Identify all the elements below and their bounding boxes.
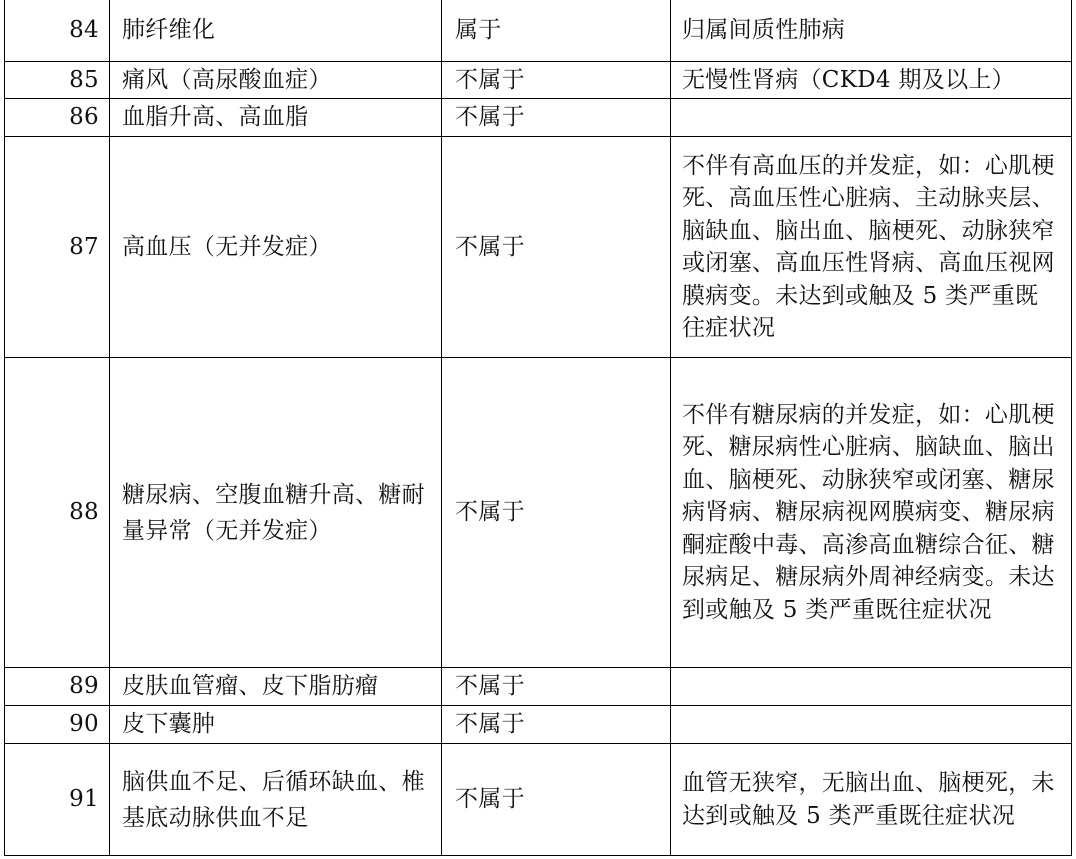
row-number: 88: [5, 358, 110, 668]
condition-note: 血管无狭窄，无脑出血、脑梗死，未达到或触及 5 类严重既往症状况: [671, 744, 1072, 856]
belongs-status: 不属于: [442, 706, 671, 744]
condition-note: [671, 99, 1072, 137]
belongs-status: 属于: [442, 0, 671, 62]
condition-note: [671, 706, 1072, 744]
table-row: [5, 0, 1072, 62]
table-row: [5, 668, 1072, 706]
belongs-status: 不属于: [442, 668, 671, 706]
belongs-status: 不属于: [442, 744, 671, 856]
disease-classification-table: [4, 0, 1072, 856]
condition-name: 皮肤血管瘤、皮下脂肪瘤: [110, 668, 442, 706]
condition-name: 肺纤维化: [110, 0, 442, 62]
condition-name: 糖尿病、空腹血糖升高、糖耐量异常（无并发症）: [110, 358, 442, 668]
belongs-status: 不属于: [442, 62, 671, 99]
belongs-status: 不属于: [442, 99, 671, 137]
table-row: [5, 137, 1072, 358]
condition-note: 不伴有糖尿病的并发症，如：心肌梗死、糖尿病性心脏病、脑缺血、脑出血、脑梗死、动脉狭窄或闭塞、糖尿病肾病、糖尿病视网膜病变、糖尿病酮症酸中毒、高渗高血糖综合征、糖尿病足、糖尿病外周神经病变。未达到或触及 5 类严重既往症状况: [671, 358, 1072, 668]
table-row: [5, 62, 1072, 99]
table-row: [5, 358, 1072, 668]
condition-name: 脑供血不足、后循环缺血、椎基底动脉供血不足: [110, 744, 442, 856]
condition-name: 血脂升高、高血脂: [110, 99, 442, 137]
condition-note: 不伴有高血压的并发症，如：心肌梗死、高血压性心脏病、主动脉夹层、脑缺血、脑出血、脑梗死、动脉狭窄或闭塞、高血压性肾病、高血压视网膜病变。未达到或触及 5 类严重既往症状况: [671, 137, 1072, 358]
row-number: 84: [5, 0, 110, 62]
row-number: 90: [5, 706, 110, 744]
table-row: [5, 706, 1072, 744]
condition-note: [671, 668, 1072, 706]
table-row: [5, 744, 1072, 856]
belongs-status: 不属于: [442, 358, 671, 668]
belongs-status: 不属于: [442, 137, 671, 358]
condition-name: 皮下囊肿: [110, 706, 442, 744]
condition-name: 痛风（高尿酸血症）: [110, 62, 442, 99]
row-number: 87: [5, 137, 110, 358]
row-number: 85: [5, 62, 110, 99]
row-number: 89: [5, 668, 110, 706]
condition-note: 无慢性肾病（CKD4 期及以上）: [671, 62, 1072, 99]
condition-name: 高血压（无并发症）: [110, 137, 442, 358]
row-number: 86: [5, 99, 110, 137]
row-number: 91: [5, 744, 110, 856]
table-row: [5, 99, 1072, 137]
condition-note: 归属间质性肺病: [671, 0, 1072, 62]
